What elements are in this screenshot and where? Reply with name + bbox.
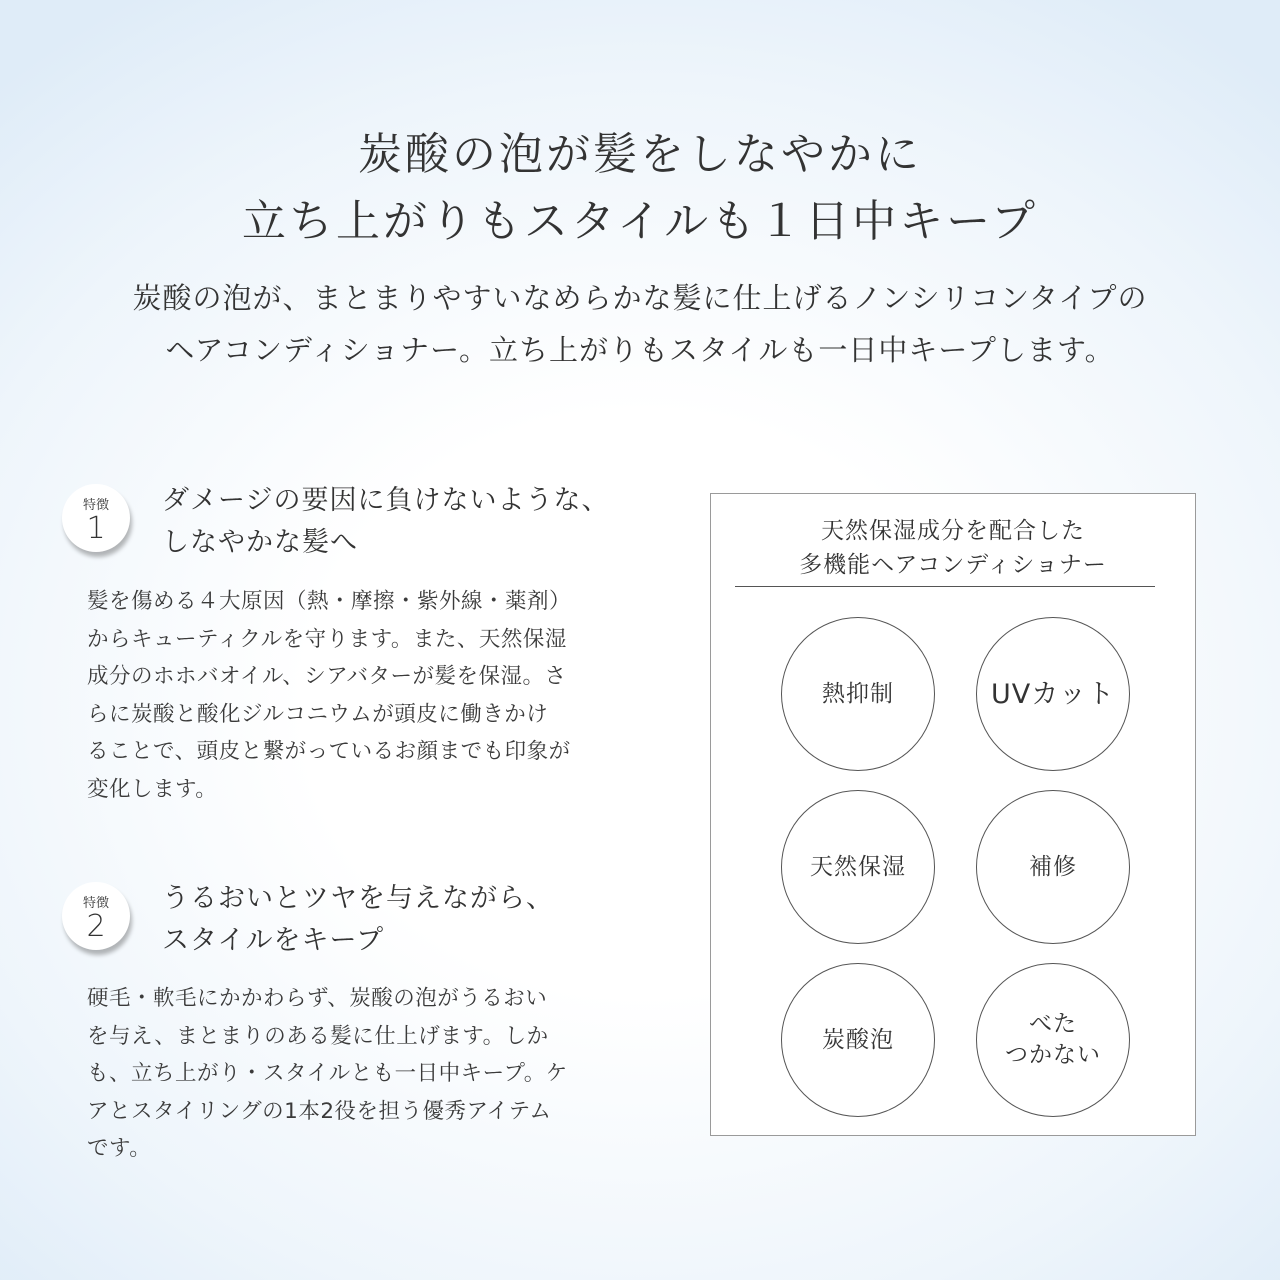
feature-1-title-line: ダメージの要因に負けないような、 <box>162 485 610 516</box>
benefit-label: べた <box>1029 1011 1077 1037</box>
benefit-label: 天然保湿 <box>810 853 906 880</box>
benefit-circle-repair <box>976 790 1130 944</box>
feature-1-badge-number: 1 <box>86 511 106 546</box>
benefits-panel <box>710 493 1196 1136</box>
feature-1-badge <box>62 484 130 552</box>
benefit-circle-non-sticky <box>976 963 1130 1117</box>
benefit-circle-uv-cut <box>976 617 1130 771</box>
panel-title-line-1: 天然保湿成分を配合した <box>821 518 1085 544</box>
feature-1-body-line: 成分のホホバオイル、シアバターが髪を保湿。さ <box>87 664 567 689</box>
feature-1-badge-label: 特徴 <box>82 498 109 513</box>
feature-1-body-line: からキューティクルを守ります。また、天然保湿 <box>87 626 567 652</box>
benefit-label: 炭酸泡 <box>822 1026 894 1053</box>
headline-line-2: 立ち上がりもスタイルも１日中キープ <box>242 196 1038 247</box>
benefit-circle-natural-moisture <box>781 790 935 944</box>
panel-title <box>711 514 1195 582</box>
panel-title-line-2: 多機能ヘアコンディショナー <box>799 552 1107 578</box>
feature-2-body-line: も、立ち上がり・スタイルとも一日中キープ。ケ <box>87 1061 568 1086</box>
feature-2-body-line: を与え、まとまりのある髪に仕上げます。しか <box>87 1023 549 1049</box>
benefit-label: つかない <box>1005 1042 1101 1068</box>
feature-2-badge-label: 特徴 <box>82 896 109 911</box>
feature-2-body-line: です。 <box>87 1136 152 1161</box>
benefit-label: 熱抑制 <box>822 680 894 707</box>
feature-2-title-line: スタイルをキープ <box>162 925 385 956</box>
benefit-circle-carbonated-foam <box>781 963 935 1117</box>
benefit-label: 補修 <box>1029 853 1077 880</box>
panel-divider <box>735 586 1155 587</box>
feature-2-body-line: 硬毛・軟毛にかかわらず、炭酸の泡がうるおい <box>87 986 548 1011</box>
feature-1-body-line: らに炭酸と酸化ジルコニウムが頭皮に働きかけ <box>87 701 549 727</box>
feature-1-body-line: 変化します。 <box>87 776 218 802</box>
benefit-label: UVカット <box>991 678 1115 710</box>
lead-line-2: ヘアコンディショナー。立ち上がりもスタイルも一日中キープします。 <box>165 333 1115 367</box>
feature-2-body <box>87 980 667 1168</box>
headline-line-1: 炭酸の泡が髪をしなやかに <box>358 129 922 180</box>
feature-1-body <box>87 583 667 808</box>
feature-2-title-line: うるおいとツヤを与えながら、 <box>162 883 554 914</box>
benefit-label-group <box>1005 1009 1101 1071</box>
feature-1-body-line: 髪を傷める４大原因（熱・摩擦・紫外線・薬剤） <box>87 589 572 614</box>
feature-1-body-line: ることで、頭皮と繋がっているお顔までも印象が <box>87 739 571 764</box>
feature-2-body-line: アとスタイリングの1本2役を担う優秀アイテム <box>87 1098 552 1124</box>
feature-1-title <box>162 480 662 564</box>
feature-1-title-line: しなやかな髪へ <box>162 527 358 558</box>
lead-line-1: 炭酸の泡が、まとまりやすいなめらかな髪に仕上げるノンシリコンタイプの <box>132 281 1148 315</box>
feature-2-badge-number: 2 <box>86 909 106 944</box>
feature-2-title <box>162 878 662 962</box>
benefit-circle-heat-protection <box>781 617 935 771</box>
feature-2-badge <box>62 882 130 950</box>
